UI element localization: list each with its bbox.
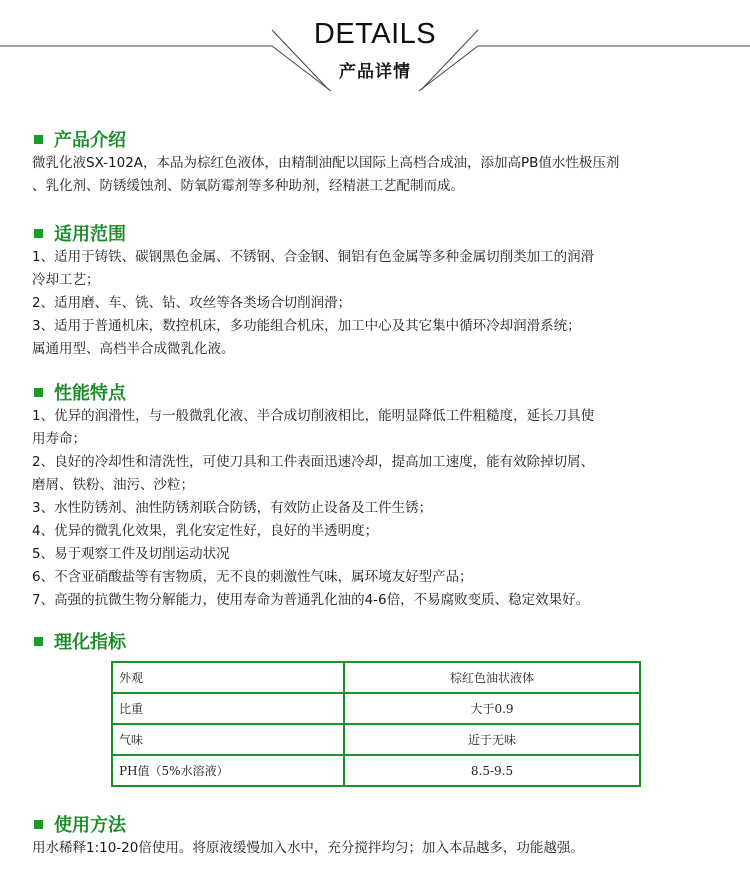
section-title: 理化指标 <box>54 632 126 653</box>
bullet-square-icon <box>34 637 43 646</box>
bullet-square-icon <box>34 820 43 829</box>
section-heading <box>32 811 732 837</box>
section-application <box>32 220 732 361</box>
section-usage <box>32 811 732 860</box>
table-row <box>112 693 640 724</box>
spec-key: PH值（5%水溶液） <box>112 755 344 786</box>
text-line: 用寿命； <box>32 431 86 447</box>
text-line: 磨屑、铁粉、油污、沙粒； <box>32 477 194 493</box>
text-line: 3、适用于普通机床，数控机床，多功能组合机床，加工中心及其它集中循环冷却润滑系统； <box>32 318 581 334</box>
header-subtitle: 产品详情 <box>339 62 411 82</box>
text-line: 2、适用磨、车、铣、钻、攻丝等各类场合切削润滑； <box>32 295 352 311</box>
text-line: 属通用型、高档半合成微乳化液。 <box>32 341 235 357</box>
spec-value: 近于无味 <box>344 724 640 755</box>
text-line: 3、水性防锈剂、油性防锈剂联合防锈，有效防止设备及工件生锈； <box>32 500 433 516</box>
text-line: 用水稀释1:10-20倍使用。将原液缓慢加入水中，充分搅拌均匀；加入本品越多，功能越强。 <box>32 840 584 856</box>
section-title: 性能特点 <box>54 383 126 404</box>
text-line: 冷却工艺； <box>32 272 100 288</box>
bullet-square-icon <box>34 229 43 238</box>
spec-key: 气味 <box>112 724 344 755</box>
text-line: 7、高强的抗微生物分解能力，使用寿命为普通乳化油的4-6倍，不易腐败变质、稳定效果好。 <box>32 592 590 608</box>
spec-table <box>111 661 641 787</box>
section-title: 产品介绍 <box>54 130 126 151</box>
spec-value: 8.5-9.5 <box>344 755 640 786</box>
section-intro <box>32 126 732 198</box>
section-heading <box>32 126 732 152</box>
spec-value: 大于0.9 <box>344 693 640 724</box>
text-line: 5、易于观察工件及切削运动状况 <box>32 546 230 562</box>
text-line: 6、不含亚硝酸盐等有害物质，无不良的刺激性气味，属环境友好型产品； <box>32 569 473 585</box>
bullet-square-icon <box>34 135 43 144</box>
bullet-square-icon <box>34 388 43 397</box>
table-row <box>112 662 640 693</box>
text-line: 2、良好的冷却性和清洗性，可使刀具和工件表面迅速冷却，提高加工速度，能有效除掉切屑、 <box>32 454 595 470</box>
spec-key: 外观 <box>112 662 344 693</box>
text-line: 、乳化剂、防锈缓蚀剂、防氧防霉剂等多种助剂，经精湛工艺配制而成。 <box>32 178 464 194</box>
text-line: 1、优异的润滑性，与一般微乳化液、半合成切削液相比，能明显降低工件粗糙度，延长刀具使 <box>32 408 595 424</box>
header-title: DETAILS <box>313 18 437 50</box>
table-row <box>112 755 640 786</box>
text-line: 微乳化液SX-102A，本品为棕红色液体，由精制油配以国际上高档合成油，添加高PB值水性极压剂 <box>32 155 620 171</box>
section-features <box>32 379 732 612</box>
spec-value: 棕红色油状液体 <box>344 662 640 693</box>
section-title: 使用方法 <box>54 815 126 836</box>
section-title: 适用范围 <box>54 224 126 245</box>
text-line: 1、适用于铸铁、碳钢黑色金属、不锈钢、合金钢、铜铝有色金属等多种金属切削类加工的润滑 <box>32 249 595 265</box>
spec-key: 比重 <box>112 693 344 724</box>
text-line: 4、优异的微乳化效果，乳化安定性好，良好的半透明度； <box>32 523 379 539</box>
section-heading <box>32 628 732 654</box>
section-specs <box>32 628 732 654</box>
table-row <box>112 724 640 755</box>
section-heading <box>32 220 732 246</box>
details-header <box>0 0 750 100</box>
section-heading <box>32 379 732 405</box>
